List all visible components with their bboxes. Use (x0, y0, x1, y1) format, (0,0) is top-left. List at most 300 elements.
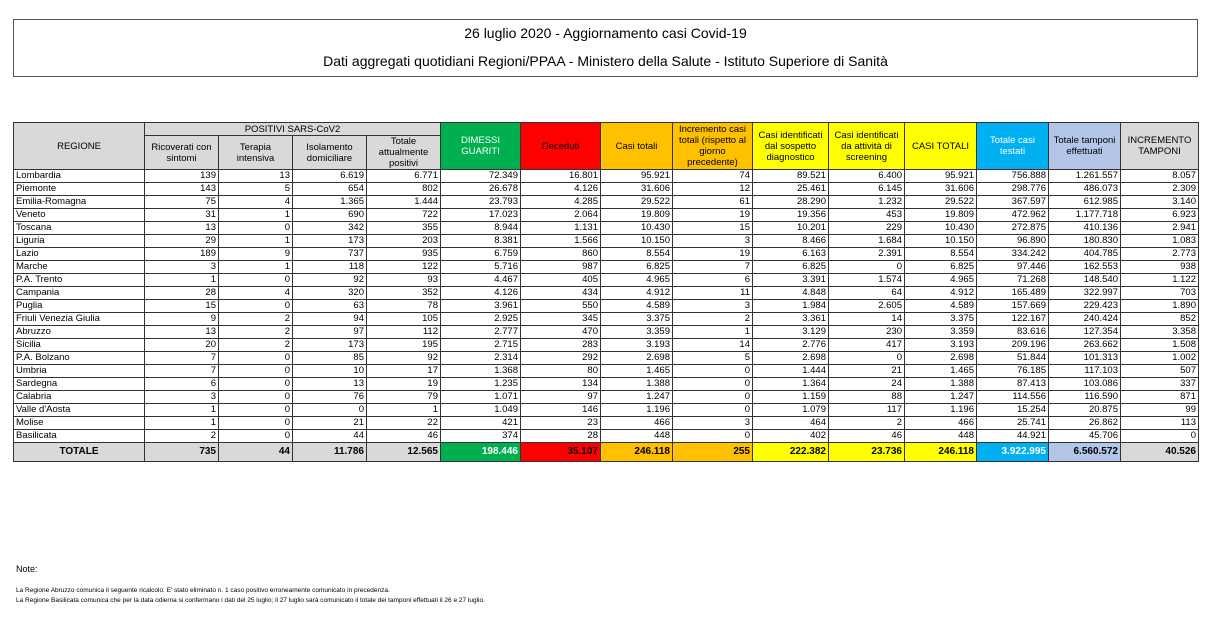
value-cell: 367.597 (977, 196, 1049, 209)
value-cell: 345 (521, 313, 601, 326)
value-cell: 703 (1121, 287, 1199, 300)
value-cell: 374 (441, 430, 521, 443)
value-cell: 2 (829, 417, 905, 430)
table-row (14, 209, 1199, 222)
value-cell: 6.923 (1121, 209, 1199, 222)
note-basilicata: La Regione Basilicata comunica che per la data odierna si confermano i dati del 25 luglio; il 27 luglio sarà comunicato il totale dei tamponi effettuati il 26 e 27 luglio. (16, 597, 485, 604)
value-cell: 0 (219, 222, 293, 235)
value-cell: 1.465 (905, 365, 977, 378)
value-cell: 2.605 (829, 300, 905, 313)
value-cell: 1 (219, 209, 293, 222)
value-cell: 1.574 (829, 274, 905, 287)
value-cell: 3.359 (905, 326, 977, 339)
value-cell: 1.247 (905, 391, 977, 404)
value-cell: 1.049 (441, 404, 521, 417)
total-value-cell: 246.118 (905, 443, 977, 462)
value-cell: 93 (367, 274, 441, 287)
value-cell: 6.825 (601, 261, 673, 274)
table-row (14, 287, 1199, 300)
value-cell: 2.309 (1121, 183, 1199, 196)
value-cell: 4.912 (601, 287, 673, 300)
value-cell: 1.261.557 (1049, 170, 1121, 183)
value-cell: 51.844 (977, 352, 1049, 365)
value-cell: 11 (673, 287, 753, 300)
value-cell: 17.023 (441, 209, 521, 222)
value-cell: 19 (367, 378, 441, 391)
table-row (14, 430, 1199, 443)
value-cell: 0 (673, 404, 753, 417)
value-cell: 1.083 (1121, 235, 1199, 248)
total-value-cell: 222.382 (753, 443, 829, 462)
value-cell: 25.741 (977, 417, 1049, 430)
value-cell: 0 (293, 404, 367, 417)
value-cell: 4.848 (753, 287, 829, 300)
value-cell: 3.193 (601, 339, 673, 352)
value-cell: 2.925 (441, 313, 521, 326)
col-header-ricoverati: Ricoverati con sintomi (145, 136, 219, 170)
value-cell: 756.888 (977, 170, 1049, 183)
value-cell: 95.921 (905, 170, 977, 183)
value-cell: 472.962 (977, 209, 1049, 222)
value-cell: 19.809 (601, 209, 673, 222)
value-cell: 1.196 (601, 404, 673, 417)
table-row (14, 313, 1199, 326)
value-cell: 3.129 (753, 326, 829, 339)
value-cell: 12 (673, 183, 753, 196)
table-row (14, 404, 1199, 417)
table-row (14, 183, 1199, 196)
value-cell: 44.921 (977, 430, 1049, 443)
value-cell: 3.375 (905, 313, 977, 326)
value-cell: 654 (293, 183, 367, 196)
value-cell: 31.606 (601, 183, 673, 196)
value-cell: 63 (293, 300, 367, 313)
value-cell: 2.698 (601, 352, 673, 365)
value-cell: 1.984 (753, 300, 829, 313)
value-cell: 352 (367, 287, 441, 300)
value-cell: 173 (293, 235, 367, 248)
col-header-isolamento: Isolamento domiciliare (293, 136, 367, 170)
region-name-cell: Lazio (14, 248, 145, 261)
value-cell: 162.553 (1049, 261, 1121, 274)
value-cell: 410.136 (1049, 222, 1121, 235)
value-cell: 29 (145, 235, 219, 248)
value-cell: 17 (367, 365, 441, 378)
total-value-cell: 23.736 (829, 443, 905, 462)
value-cell: 72.349 (441, 170, 521, 183)
value-cell: 871 (1121, 391, 1199, 404)
value-cell: 2.773 (1121, 248, 1199, 261)
value-cell: 3 (145, 391, 219, 404)
value-cell: 209.196 (977, 339, 1049, 352)
value-cell: 4.467 (441, 274, 521, 287)
value-cell: 355 (367, 222, 441, 235)
table-row (14, 391, 1199, 404)
value-cell: 0 (673, 391, 753, 404)
value-cell: 1.388 (905, 378, 977, 391)
value-cell: 10 (293, 365, 367, 378)
value-cell: 4 (219, 196, 293, 209)
value-cell: 320 (293, 287, 367, 300)
col-header-deceduti: Deceduti (521, 123, 601, 170)
value-cell: 99 (1121, 404, 1199, 417)
value-cell: 3.358 (1121, 326, 1199, 339)
value-cell: 3 (673, 235, 753, 248)
value-cell: 19.809 (905, 209, 977, 222)
value-cell: 112 (367, 326, 441, 339)
value-cell: 3.391 (753, 274, 829, 287)
value-cell: 4.126 (441, 287, 521, 300)
value-cell: 122.167 (977, 313, 1049, 326)
value-cell: 83.616 (977, 326, 1049, 339)
value-cell: 448 (905, 430, 977, 443)
note-abruzzo: La Regione Abruzzo comunica il seguente ricalcolo: E' stato eliminato n. 1 caso positivo erroneamente comunicato in precedenza. (16, 587, 390, 594)
value-cell: 2.776 (753, 339, 829, 352)
value-cell: 292 (521, 352, 601, 365)
value-cell: 1.890 (1121, 300, 1199, 313)
value-cell: 10.150 (905, 235, 977, 248)
value-cell: 0 (673, 365, 753, 378)
region-name-cell: Valle d'Aosta (14, 404, 145, 417)
value-cell: 64 (829, 287, 905, 300)
value-cell: 20.875 (1049, 404, 1121, 417)
value-cell: 8.381 (441, 235, 521, 248)
value-cell: 76 (293, 391, 367, 404)
table-row (14, 235, 1199, 248)
table-row (14, 378, 1199, 391)
value-cell: 938 (1121, 261, 1199, 274)
value-cell: 97.446 (977, 261, 1049, 274)
value-cell: 4 (219, 287, 293, 300)
value-cell: 29.522 (905, 196, 977, 209)
col-header-casi-totali: Casi totali (601, 123, 673, 170)
value-cell: 92 (367, 352, 441, 365)
value-cell: 4.126 (521, 183, 601, 196)
value-cell: 1.388 (601, 378, 673, 391)
value-cell: 1.444 (367, 196, 441, 209)
value-cell: 46 (367, 430, 441, 443)
value-cell: 2.941 (1121, 222, 1199, 235)
table-row (14, 196, 1199, 209)
value-cell: 148.540 (1049, 274, 1121, 287)
region-name-cell: Abruzzo (14, 326, 145, 339)
value-cell: 737 (293, 248, 367, 261)
value-cell: 4.965 (905, 274, 977, 287)
value-cell: 92 (293, 274, 367, 287)
value-cell: 1 (145, 404, 219, 417)
value-cell: 46 (829, 430, 905, 443)
value-cell: 8.466 (753, 235, 829, 248)
region-name-cell: Basilicata (14, 430, 145, 443)
value-cell: 8.554 (905, 248, 977, 261)
total-value-cell: 40.526 (1121, 443, 1199, 462)
value-cell: 6.825 (905, 261, 977, 274)
value-cell: 2.314 (441, 352, 521, 365)
value-cell: 8.944 (441, 222, 521, 235)
value-cell: 5 (673, 352, 753, 365)
value-cell: 19.356 (753, 209, 829, 222)
value-cell: 987 (521, 261, 601, 274)
value-cell: 139 (145, 170, 219, 183)
value-cell: 240.424 (1049, 313, 1121, 326)
table-body (14, 170, 1199, 462)
table-row (14, 417, 1199, 430)
value-cell: 2.064 (521, 209, 601, 222)
table-row (14, 170, 1199, 183)
value-cell: 1.444 (753, 365, 829, 378)
total-value-cell: 35.107 (521, 443, 601, 462)
value-cell: 23.793 (441, 196, 521, 209)
value-cell: 19 (673, 248, 753, 261)
value-cell: 722 (367, 209, 441, 222)
value-cell: 0 (829, 352, 905, 365)
region-name-cell: Puglia (14, 300, 145, 313)
value-cell: 802 (367, 183, 441, 196)
value-cell: 2.391 (829, 248, 905, 261)
covid-table (13, 122, 1199, 462)
value-cell: 1.508 (1121, 339, 1199, 352)
value-cell: 0 (219, 430, 293, 443)
value-cell: 97 (293, 326, 367, 339)
value-cell: 165.489 (977, 287, 1049, 300)
value-cell: 283 (521, 339, 601, 352)
table-row (14, 326, 1199, 339)
value-cell: 6.619 (293, 170, 367, 183)
value-cell: 8.554 (601, 248, 673, 261)
value-cell: 466 (905, 417, 977, 430)
value-cell: 28 (521, 430, 601, 443)
value-cell: 4.589 (905, 300, 977, 313)
value-cell: 88 (829, 391, 905, 404)
total-value-cell: 246.118 (601, 443, 673, 462)
value-cell: 690 (293, 209, 367, 222)
value-cell: 4.589 (601, 300, 673, 313)
value-cell: 23 (521, 417, 601, 430)
value-cell: 1.002 (1121, 352, 1199, 365)
value-cell: 7 (673, 261, 753, 274)
total-value-cell: 255 (673, 443, 753, 462)
value-cell: 1.159 (753, 391, 829, 404)
value-cell: 0 (219, 391, 293, 404)
value-cell: 1 (219, 235, 293, 248)
value-cell: 8.057 (1121, 170, 1199, 183)
value-cell: 0 (1121, 430, 1199, 443)
value-cell: 3.140 (1121, 196, 1199, 209)
value-cell: 2 (219, 313, 293, 326)
value-cell: 13 (219, 170, 293, 183)
value-cell: 29.522 (601, 196, 673, 209)
value-cell: 402 (753, 430, 829, 443)
value-cell: 15 (145, 300, 219, 313)
value-cell: 3.193 (905, 339, 977, 352)
value-cell: 15.254 (977, 404, 1049, 417)
value-cell: 15 (673, 222, 753, 235)
value-cell: 6.400 (829, 170, 905, 183)
positivi-header: POSITIVI SARS-CoV2 (145, 123, 441, 136)
value-cell: 2.715 (441, 339, 521, 352)
value-cell: 0 (219, 404, 293, 417)
value-cell: 28.290 (753, 196, 829, 209)
value-cell: 342 (293, 222, 367, 235)
value-cell: 0 (673, 378, 753, 391)
value-cell: 10.430 (905, 222, 977, 235)
value-cell: 26.862 (1049, 417, 1121, 430)
value-cell: 2.698 (753, 352, 829, 365)
value-cell: 2 (219, 339, 293, 352)
value-cell: 1.247 (601, 391, 673, 404)
value-cell: 0 (219, 274, 293, 287)
value-cell: 85 (293, 352, 367, 365)
value-cell: 9 (145, 313, 219, 326)
region-name-cell: Toscana (14, 222, 145, 235)
col-header-tamponi: Totale tamponi effettuati (1049, 123, 1121, 170)
value-cell: 146 (521, 404, 601, 417)
value-cell: 1.364 (753, 378, 829, 391)
value-cell: 935 (367, 248, 441, 261)
value-cell: 6.145 (829, 183, 905, 196)
value-cell: 1.177.718 (1049, 209, 1121, 222)
table-row (14, 274, 1199, 287)
value-cell: 76.185 (977, 365, 1049, 378)
value-cell: 0 (673, 430, 753, 443)
region-name-cell: Emilia-Romagna (14, 196, 145, 209)
value-cell: 3.961 (441, 300, 521, 313)
value-cell: 9 (219, 248, 293, 261)
report-title: 26 luglio 2020 - Aggiornamento casi Covid-19 (464, 25, 747, 41)
total-value-cell: 3.922.995 (977, 443, 1049, 462)
value-cell: 13 (293, 378, 367, 391)
value-cell: 229 (829, 222, 905, 235)
region-name-cell: Liguria (14, 235, 145, 248)
value-cell: 1.566 (521, 235, 601, 248)
value-cell: 2 (219, 326, 293, 339)
value-cell: 0 (219, 417, 293, 430)
value-cell: 0 (219, 378, 293, 391)
value-cell: 4.965 (601, 274, 673, 287)
total-value-cell: 6.560.572 (1049, 443, 1121, 462)
value-cell: 97 (521, 391, 601, 404)
col-header-screening: Casi identificati da attività di screening (829, 123, 905, 170)
value-cell: 852 (1121, 313, 1199, 326)
value-cell: 71.268 (977, 274, 1049, 287)
value-cell: 453 (829, 209, 905, 222)
col-header-sospetto-diagnostico: Casi identificati dal sospetto diagnostico (753, 123, 829, 170)
notes-title: Note: (16, 564, 38, 574)
value-cell: 421 (441, 417, 521, 430)
total-value-cell: 12.565 (367, 443, 441, 462)
value-cell: 1 (673, 326, 753, 339)
value-cell: 45.706 (1049, 430, 1121, 443)
value-cell: 20 (145, 339, 219, 352)
value-cell: 21 (829, 365, 905, 378)
value-cell: 0 (219, 365, 293, 378)
value-cell: 4.285 (521, 196, 601, 209)
value-cell: 7 (145, 365, 219, 378)
value-cell: 14 (673, 339, 753, 352)
value-cell: 1.232 (829, 196, 905, 209)
value-cell: 101.313 (1049, 352, 1121, 365)
value-cell: 1.122 (1121, 274, 1199, 287)
value-cell: 2.777 (441, 326, 521, 339)
region-name-cell: Calabria (14, 391, 145, 404)
value-cell: 1 (367, 404, 441, 417)
region-name-cell: Veneto (14, 209, 145, 222)
value-cell: 21 (293, 417, 367, 430)
col-header-incremento-casi: Incremento casi totali (rispetto al giorno precedente) (673, 123, 753, 170)
value-cell: 1.131 (521, 222, 601, 235)
region-name-cell: Friuli Venezia Giulia (14, 313, 145, 326)
value-cell: 103.086 (1049, 378, 1121, 391)
value-cell: 550 (521, 300, 601, 313)
value-cell: 25.461 (753, 183, 829, 196)
table-row (14, 365, 1199, 378)
value-cell: 22 (367, 417, 441, 430)
value-cell: 13 (145, 326, 219, 339)
value-cell: 117 (829, 404, 905, 417)
value-cell: 74 (673, 170, 753, 183)
value-cell: 180.830 (1049, 235, 1121, 248)
value-cell: 404.785 (1049, 248, 1121, 261)
total-row (14, 443, 1199, 462)
value-cell: 203 (367, 235, 441, 248)
value-cell: 94 (293, 313, 367, 326)
value-cell: 2 (145, 430, 219, 443)
value-cell: 61 (673, 196, 753, 209)
region-name-cell: Lombardia (14, 170, 145, 183)
value-cell: 334.242 (977, 248, 1049, 261)
value-cell: 7 (145, 352, 219, 365)
value-cell: 24 (829, 378, 905, 391)
col-header-incremento-tamponi: INCREMENTO TAMPONI (1121, 123, 1199, 170)
region-name-cell: Umbria (14, 365, 145, 378)
value-cell: 0 (829, 261, 905, 274)
region-header: REGIONE (14, 123, 145, 170)
report-subtitle: Dati aggregati quotidiani Regioni/PPAA - Ministero della Salute - Istituto Superiore di Sanità (323, 53, 888, 69)
total-value-cell: 11.786 (293, 443, 367, 462)
table-row (14, 222, 1199, 235)
value-cell: 1 (145, 274, 219, 287)
value-cell: 1.465 (601, 365, 673, 378)
region-name-cell: Marche (14, 261, 145, 274)
value-cell: 96.890 (977, 235, 1049, 248)
value-cell: 448 (601, 430, 673, 443)
total-value-cell: 198.446 (441, 443, 521, 462)
value-cell: 5.716 (441, 261, 521, 274)
value-cell: 229.423 (1049, 300, 1121, 313)
value-cell: 4.912 (905, 287, 977, 300)
table-row (14, 248, 1199, 261)
value-cell: 75 (145, 196, 219, 209)
value-cell: 3 (145, 261, 219, 274)
value-cell: 28 (145, 287, 219, 300)
col-header-casi-testati: Totale casi testati (977, 123, 1049, 170)
value-cell: 195 (367, 339, 441, 352)
value-cell: 1.368 (441, 365, 521, 378)
value-cell: 6 (145, 378, 219, 391)
region-name-cell: P.A. Trento (14, 274, 145, 287)
value-cell: 466 (601, 417, 673, 430)
total-value-cell: 44 (219, 443, 293, 462)
value-cell: 1 (219, 261, 293, 274)
table-row (14, 339, 1199, 352)
value-cell: 14 (829, 313, 905, 326)
value-cell: 89.521 (753, 170, 829, 183)
table-row (14, 261, 1199, 274)
region-name-cell: Sicilia (14, 339, 145, 352)
value-cell: 6.825 (753, 261, 829, 274)
value-cell: 118 (293, 261, 367, 274)
value-cell: 173 (293, 339, 367, 352)
